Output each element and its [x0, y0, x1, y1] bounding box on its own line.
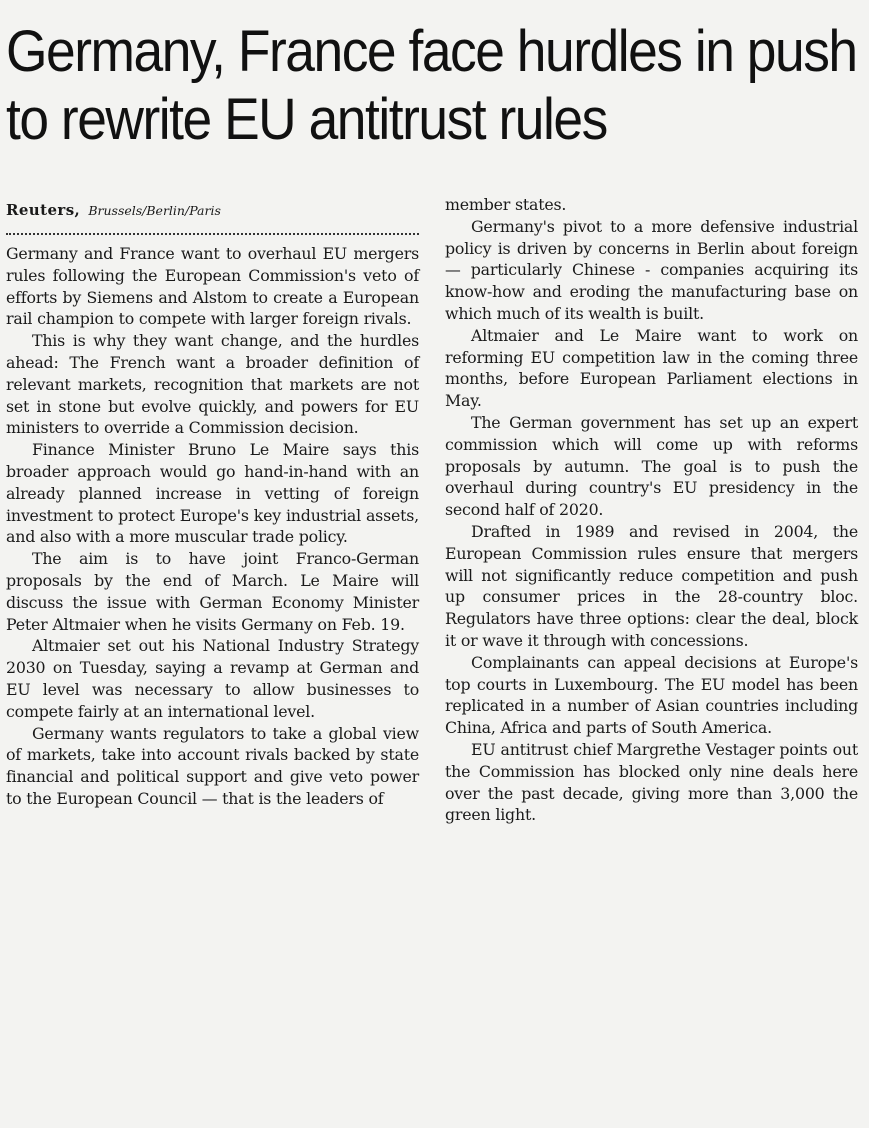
paragraph: Altmaier set out his National Industry Strategy 2030 on Tuesday, saying a revamp at German and EU level was necessary to allow businesses to compete fairly at an international level.: [6, 636, 419, 721]
column-left: [6, 196, 419, 826]
paragraph: Drafted in 1989 and revised in 2004, the European Commission rules ensure that mergers will not significantly reduce competition and push up consumer prices in the 28-country bloc. Regulators have three options: clear the deal, block it or wave it through with concessions.: [445, 521, 858, 650]
byline-places: Brussels/Berlin/Paris: [88, 203, 221, 218]
paragraph: Altmaier and Le Maire want to work on reforming EU competition law in the coming three months, before European Parliament elections in May.: [445, 325, 858, 411]
headline: Germany, France face hurdles in push to rewrite EU antitrust rules: [6, 19, 857, 152]
paragraph: Finance Minister Bruno Le Maire says this broader approach would go hand-in-hand with an already planned increase in vetting of foreign investment to protect Europe's key industrial assets, and also with a more muscular trade policy.: [6, 440, 419, 547]
paragraph: Germany wants regulators to take a global view of markets, take into account rivals backed by state financial and political support and give veto power to the European Council — that is the leaders of: [6, 723, 419, 808]
paragraph: Germany's pivot to a more defensive industrial policy is driven by concerns in Berlin about foreign — particularly Chinese - companies acquiring its know-how and eroding the manufacturing base on which much of its wealth is built.: [445, 216, 858, 323]
paragraph-continued: member states.: [445, 195, 567, 214]
article-body: [6, 196, 859, 826]
byline-agency: Reuters,: [6, 201, 81, 219]
paragraph: This is why they want change, and the hurdles ahead: The French want a broader definition of relevant markets, recognition that markets are not set in stone but evolve quickly, and powers for EU ministers to override a Commission decision.: [6, 331, 419, 438]
paragraph: EU antitrust chief Margrethe Vestager points out the Commission has blocked only nine deals here over the past decade, giving more than 3,000 the green light.: [445, 739, 858, 825]
paragraph: Germany and France want to overhaul EU mergers rules following the European Commission's veto of efforts by Siemens and Alstom to create a European rail champion to compete with larger foreign rivals.: [6, 244, 419, 329]
paragraph: The aim is to have joint Franco-German proposals by the end of March. Le Maire will discuss the issue with German Economy Minister Peter Altmaier when he visits Germany on Feb. 19.: [6, 549, 419, 634]
column-right: [445, 196, 858, 826]
dotted-divider: [6, 233, 419, 235]
paragraph: Complainants can appeal decisions at Europe's top courts in Luxembourg. The EU model has been replicated in a number of Asian countries including China, Africa and parts of South America.: [445, 652, 858, 738]
paragraph: The German government has set up an expert commission which will come up with reforms proposals by autumn. The goal is to push the overhaul during country's EU presidency in the second half of 2020.: [445, 412, 858, 520]
byline: [6, 196, 419, 224]
